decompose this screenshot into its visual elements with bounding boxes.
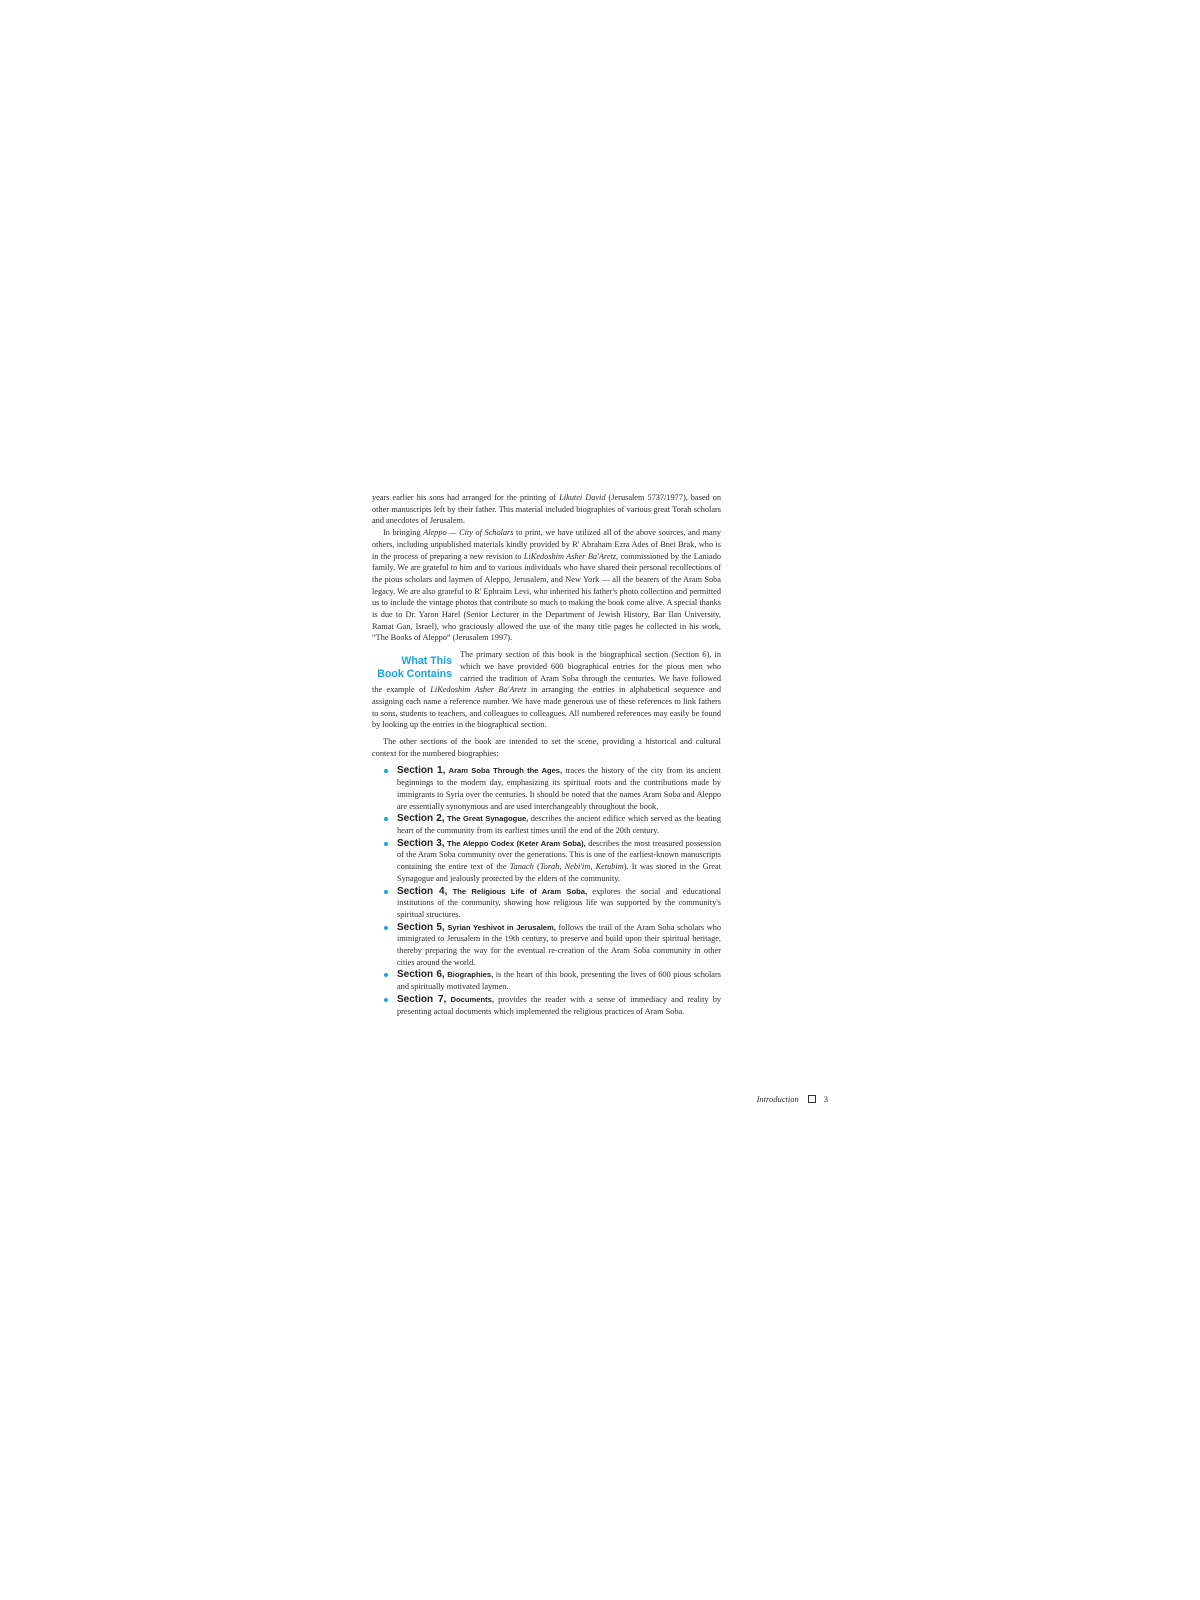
italic-term: Torah, Nebi'im, Ketubim	[539, 862, 624, 872]
section-description: traces the history of the city from its ancient beginnings to the modern day, emphasizing its spiritual roots and the contributions made by immigrants to Syria over the centuries. It should be noted that the names Aram Soba and Aleppo are essentially synonymous and are used interchangeably throughout the book.	[397, 766, 721, 811]
list-item	[397, 886, 721, 921]
page-footer	[700, 1094, 828, 1104]
section-number: Section 3,	[397, 837, 445, 849]
text-span: The primary section of this book is the biographical section (Section 6), in which we have provided 600 biographical entries for the pious men who carried the tradition of Aram Soba through the centuries. We have followed the example of	[372, 650, 721, 695]
section-list	[372, 765, 721, 1017]
text-span: (Jerusalem 5737/1977), based on other manuscripts left by their father. This material included biographies of various great Torah scholars and anecdotes of Jerusalem.	[372, 493, 721, 526]
side-heading-line: What This	[401, 655, 452, 668]
section-title: Documents,	[450, 994, 494, 1004]
text-span: years earlier his sons had arranged for the printing of	[372, 493, 560, 502]
section-number: Section 5,	[397, 921, 445, 933]
section-number: Section 1,	[397, 765, 446, 777]
paragraph-2	[372, 527, 721, 644]
list-item	[397, 969, 721, 992]
section-description: follows the trail of the Aram Soba scholars who immigrated to Jerusalem in the 19th century, to preserve and build upon their spiritual heritage, thereby preparing the way for the eventual re-creation of the Aram Soba community in other cities around the world.	[397, 922, 722, 967]
text-span: to print, we have utilized all of the above sources, and many others, including unpublished materials kindly provided by R' Abraham Ezra Ades of Bnei Brak, who is in the process of preparing a new revision to	[372, 528, 721, 561]
book-title: Aleppo — City of Scholars	[423, 528, 514, 538]
section-description: describes the most treasured possession of the Aram Soba community over the generations. This is one of the earliest-known manuscripts containing the entire text of the	[397, 838, 721, 872]
section-description: explores the social and educational institutions of the community, showing how religious life was supported by the community's spiritual structures.	[397, 886, 722, 919]
book-title: LiKedoshim Asher Ba'Aretz	[430, 685, 527, 695]
section-title: Biographies,	[447, 970, 494, 980]
body-text	[372, 492, 721, 1018]
side-heading	[372, 655, 452, 680]
paragraph-4: The other sections of the book are intended to set the scene, providing a historical and cultural context for the numbered biographies:	[372, 737, 721, 758]
section-description: provides the reader with a sense of immediacy and reality by presenting actual documents which implemented the religious practices of Aram Soba.	[397, 994, 721, 1016]
page-number: 3	[823, 1094, 828, 1104]
bullet-icon	[384, 926, 388, 930]
section-title: The Great Synagogue,	[447, 814, 529, 824]
side-heading-line: Book Contains	[377, 667, 452, 680]
paragraph-3	[372, 649, 721, 731]
list-item	[397, 813, 721, 836]
list-item	[397, 765, 721, 812]
section-number: Section 2,	[397, 813, 445, 825]
section-number: Section 7,	[397, 993, 447, 1005]
list-item	[397, 994, 721, 1017]
bullet-icon	[384, 998, 388, 1002]
text-span: In bringing	[383, 528, 424, 538]
bullet-icon	[384, 890, 388, 894]
bullet-icon	[384, 769, 388, 773]
section-number: Section 6,	[397, 969, 445, 981]
section-title: The Aleppo Codex (Keter Aram Soba),	[447, 838, 586, 848]
running-footer-label: Introduction	[756, 1094, 799, 1104]
bullet-icon	[384, 817, 388, 821]
list-item	[397, 838, 721, 885]
paragraph-1	[372, 492, 721, 527]
list-item	[397, 922, 721, 969]
section-title: Syrian Yeshivot in Jerusalem,	[447, 922, 556, 932]
bullet-icon	[384, 842, 388, 846]
section-title: Aram Soba Through the Ages,	[448, 766, 563, 776]
section-description: is the heart of this book, presenting the lives of 600 pious scholars and spiritually motivated laymen.	[397, 970, 721, 992]
section-title: The Religious Life of Aram Soba,	[452, 886, 588, 896]
text-span: (	[533, 862, 540, 872]
book-title: Likutei David	[559, 493, 606, 502]
section-description: describes the ancient edifice which served as the beating heart of the community from its earliest times until the end of the 20th century.	[397, 814, 721, 835]
text-span: ). It was stored in the Great Synagogue and jealously protected by the elders of the community.	[397, 862, 721, 883]
text-span: commissioned by the Laniado family. We are grateful to him and to various individuals who have shared their personal recollections of the pious scholars and laymen of Aleppo, Jerusalem, and New York — all the bearers of the Aram Soba legacy. We are also grateful to R' Ephraim Levi, who inherited his father's photo collection and permitted us to include the vintage photos that contribute so much to making the book come alive. A special thanks is due to Dr. Yaron Harel (Senior Lecturer in the Department of Jewish History, Bar Ilan University, Ramat Gan, Israel), who graciously allowed the use of the many title pages he collected in his work, “The Books of Aleppo” (Jerusalem 1997).	[372, 551, 721, 643]
italic-term: Tanach	[509, 862, 534, 872]
section-number: Section 4,	[397, 885, 448, 897]
square-separator-icon	[808, 1095, 816, 1103]
book-title: LiKedoshim Asher Ba'Aretz,	[523, 551, 619, 561]
bullet-icon	[384, 973, 388, 977]
text-span: in arranging the entries in alphabetical sequence and assigning each name a reference number. We have made generous use of these references to link fathers to sons, students to teachers, and colleagues to colleagues. All numbered references may easily be found by looking up the entries in the biographical section.	[372, 685, 721, 730]
